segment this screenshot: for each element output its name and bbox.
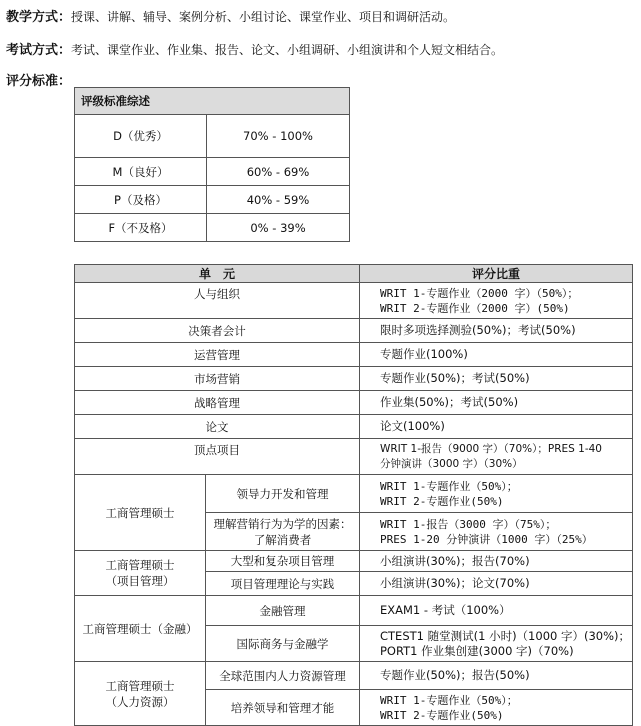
grading-standard-line: [6, 70, 71, 89]
weight-cell: [360, 690, 633, 726]
unit-cell: 大型和复杂项目管理: [206, 551, 360, 572]
weight-line: CTEST1 随堂测试(1 小时)（1000 字）(30%)；: [380, 628, 631, 643]
unit-cell: [206, 513, 360, 551]
weight-line: WRIT 1-专题作业（50%）；: [380, 479, 518, 493]
weight-line: WRIT 1-报告（9000 字）（70%）；PRES 1-40: [380, 442, 602, 455]
unit-cell: 运营管理: [75, 343, 360, 367]
exam-method-text: 考试、课堂作业、作业集、报告、论文、小组调研、小组演讲和个人短文相结合。: [71, 43, 504, 57]
weight-cell: 论文(100%): [360, 415, 633, 439]
program-line: 工商管理硕士: [105, 678, 175, 693]
weight-cell: 专题作业(50%)；报告(50%): [360, 662, 633, 690]
unit-cell: 国际商务与金融学: [206, 626, 360, 662]
unit-weight-table: [74, 264, 633, 726]
weight-cell: [360, 283, 633, 319]
weight-cell: EXAM1 - 考试（100%）: [360, 596, 633, 626]
program-line: （人力资源）: [105, 694, 175, 709]
weight-cell: [360, 475, 633, 513]
grading-standard-label: 评分标准：: [6, 74, 72, 89]
weight-line: WRIT 2-专题作业(50%): [380, 494, 504, 508]
weight-cell: [360, 626, 633, 662]
range-cell: 0% - 39%: [207, 214, 350, 242]
weight-line: PORT1 作业集创建(3000 字)（70%): [380, 643, 574, 658]
program-line: （项目管理）: [105, 574, 175, 588]
weight-line: WRIT 1-专题作业（2000 字）（50%）；: [380, 286, 579, 300]
program-line: 工商管理硕士: [105, 558, 175, 572]
unit-cell: 市场营销: [75, 367, 360, 391]
weight-cell: 小组演讲(30%)；报告(70%): [360, 551, 633, 572]
weight-line: PRES 1-20 分钟演讲（1000 字）（25%）: [380, 532, 593, 546]
unit-cell: 领导力开发和管理: [206, 475, 360, 513]
weight-cell: 作业集(50%)；考试(50%): [360, 391, 633, 415]
grade-cell: M（良好）: [75, 158, 207, 186]
unit-cell: 全球范围内人力资源管理: [206, 662, 360, 690]
range-cell: 70% - 100%: [207, 115, 350, 158]
weight-cell: 专题作业(50%)；考试(50%): [360, 367, 633, 391]
weight-cell: 限时多项选择测验(50%)；考试(50%): [360, 319, 633, 343]
grade-cell: F（不及格）: [75, 214, 207, 242]
unit-cell: 论文: [75, 415, 360, 439]
grade-cell: D（优秀）: [75, 115, 207, 158]
teaching-method-text: 授课、讲解、辅导、案例分析、小组讨论、课堂作业、项目和调研活动。: [71, 10, 456, 24]
unit-cell: 顶点项目: [75, 439, 360, 475]
weight-cell: 小组演讲(30%)；论文(70%): [360, 572, 633, 596]
range-cell: 40% - 59%: [207, 186, 350, 214]
program-cell: 工商管理硕士: [75, 475, 206, 551]
weight-line: WRIT 1-专题作业（50%）；: [380, 693, 518, 707]
grade-table-header: 评级标准综述: [75, 88, 350, 115]
weight-line: WRIT 1-报告（3000 字）（75%）；: [380, 517, 557, 531]
weight-line: WRIT 2-专题作业(50%): [380, 708, 504, 722]
weight-line: WRIT 2-专题作业（2000 字）(50%): [380, 301, 570, 315]
grade-cell: P（及格）: [75, 186, 207, 214]
unit-cell: 决策者会计: [75, 319, 360, 343]
teaching-method-line: [6, 6, 455, 25]
teaching-method-label: 教学方式：: [6, 10, 72, 25]
unit-cell: 人与组织: [75, 283, 360, 319]
exam-method-label: 考试方式：: [6, 43, 72, 58]
unit-column-header: 单 元: [75, 265, 360, 283]
unit-cell: 培养领导和管理才能: [206, 690, 360, 726]
weight-cell: 专题作业(100%): [360, 343, 633, 367]
unit-cell: 战略管理: [75, 391, 360, 415]
unit-cell: 项目管理理论与实践: [206, 572, 360, 596]
weight-cell: [360, 513, 633, 551]
exam-method-line: [6, 39, 503, 58]
weight-line: 分钟演讲（3000 字）（30%）: [380, 457, 523, 470]
program-cell: 工商管理硕士（金融）: [75, 596, 206, 662]
program-cell: [75, 551, 206, 596]
unit-line: 理解营销行为为学的因素：: [213, 516, 352, 531]
weight-column-header: 评分比重: [360, 265, 633, 283]
weight-cell: [360, 439, 633, 475]
grade-table: [74, 87, 350, 242]
unit-cell: 金融管理: [206, 596, 360, 626]
range-cell: 60% - 69%: [207, 158, 350, 186]
unit-line: 了解消费者: [253, 532, 312, 547]
